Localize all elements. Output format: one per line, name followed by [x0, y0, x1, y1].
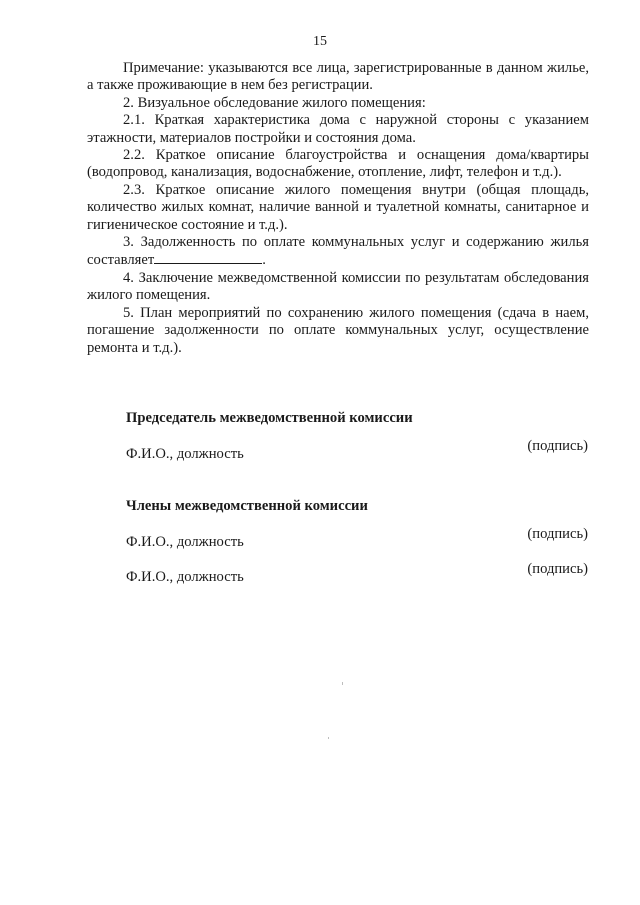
paragraph-5: 5. План мероприятий по сохранению жилого помещения (сдача в наем, погашение задолженности по оплате коммунальных услуг, осуществление ремонта и т.д.). — [87, 304, 589, 356]
chairman-heading: Председатель межведомственной комиссии — [126, 410, 413, 426]
paragraph-3 — [87, 234, 589, 270]
paragraph-note: Примечание: указываются все лица, зарегистрированные в данном жилье, а также проживающие в нем без регистрации. — [87, 60, 589, 94]
member-2-signature-row — [126, 561, 588, 586]
paragraph-2-1: 2.1. Краткая характеристика дома с наружной стороны с указанием этажности, материалов постройки и состояния дома. — [87, 112, 589, 146]
paragraph-4: 4. Заключение межведомственной комиссии по результатам обследования жилого помещения. — [87, 269, 589, 304]
debt-amount-blank — [154, 251, 262, 264]
page-number: 15 — [313, 34, 327, 49]
members-heading: Члены межведомственной комиссии — [126, 498, 368, 514]
member-1-name-label: Ф.И.О., должность — [126, 534, 244, 550]
paragraph-3-end: . — [262, 252, 266, 269]
paragraph-2-3: 2.3. Краткое описание жилого помещения внутри (общая площадь, количество жилых комнат, наличие ванной и туалетной комнаты, санитарное и гигиеническое состояние и т.д.). — [87, 181, 589, 233]
scan-speck — [342, 682, 343, 685]
scan-speck — [328, 737, 329, 739]
member-1-signature-row — [126, 526, 588, 551]
member-2-signature-hint: (подпись) — [527, 561, 588, 577]
chairman-signature-hint: (подпись) — [527, 438, 588, 454]
document-body — [87, 60, 589, 357]
chairman-signature-row — [126, 438, 588, 463]
chairman-name-label: Ф.И.О., должность — [126, 446, 244, 462]
member-2-name-label: Ф.И.О., должность — [126, 569, 244, 585]
member-1-signature-hint: (подпись) — [527, 526, 588, 542]
paragraph-3-text: 3. Задолженность по оплате коммунальных услуг и содержанию жилья составляет — [87, 234, 589, 269]
paragraph-2: 2. Визуальное обследование жилого помещения: — [123, 94, 426, 111]
paragraph-2-2: 2.2. Краткое описание благоустройства и оснащения дома/квартиры (водопровод, канализация, водоснабжение, отопление, лифт, телефон и т.д.). — [87, 147, 589, 181]
